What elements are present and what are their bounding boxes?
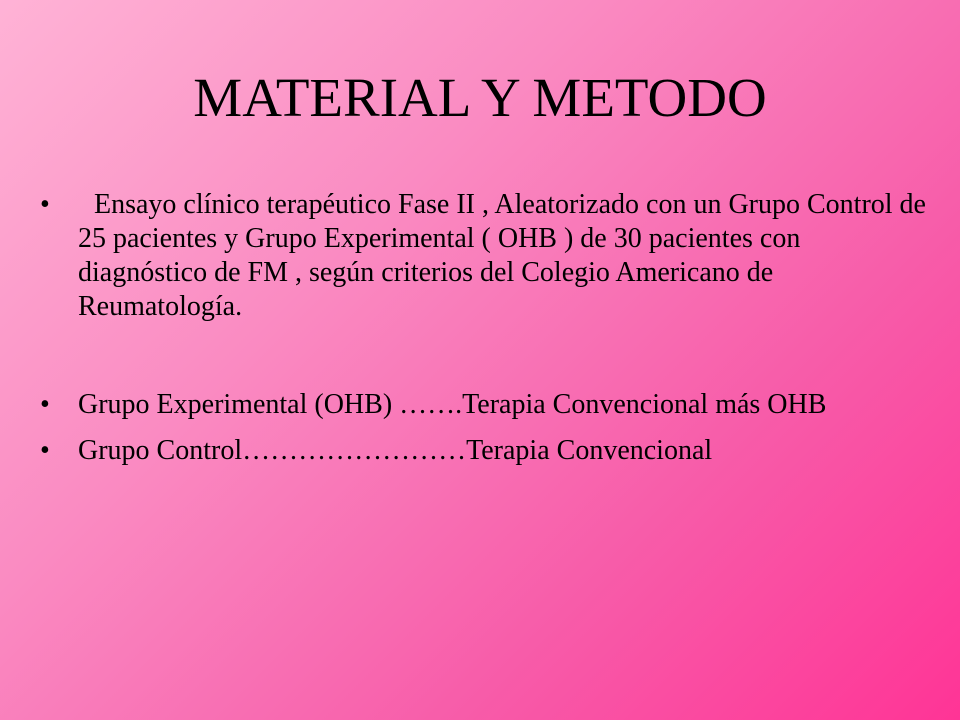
bullet-icon: • xyxy=(40,389,50,420)
bullet-icon: • xyxy=(40,189,50,220)
bullet-item-experimental-group xyxy=(40,388,930,422)
bullet-text: Grupo Experimental (OHB) …….Terapia Convencional más OHB xyxy=(78,389,827,420)
bullet-item-control-group xyxy=(40,434,930,468)
bullet-item-study-design xyxy=(40,188,930,324)
bullet-icon: • xyxy=(40,435,50,466)
bullet-text: Grupo Control……………………Terapia Convencional xyxy=(78,435,713,466)
bullet-text: Ensayo clínico terapéutico Fase II , Aleatorizado con un Grupo Control de 25 pacientes y Grupo Experimental ( OHB ) de 30 pacientes con diagnóstico de FM , según criterios del Colegio Americano de Reumatología. xyxy=(78,189,926,322)
slide-title: MATERIAL Y METODO xyxy=(193,67,767,128)
bullet-list xyxy=(40,188,930,468)
